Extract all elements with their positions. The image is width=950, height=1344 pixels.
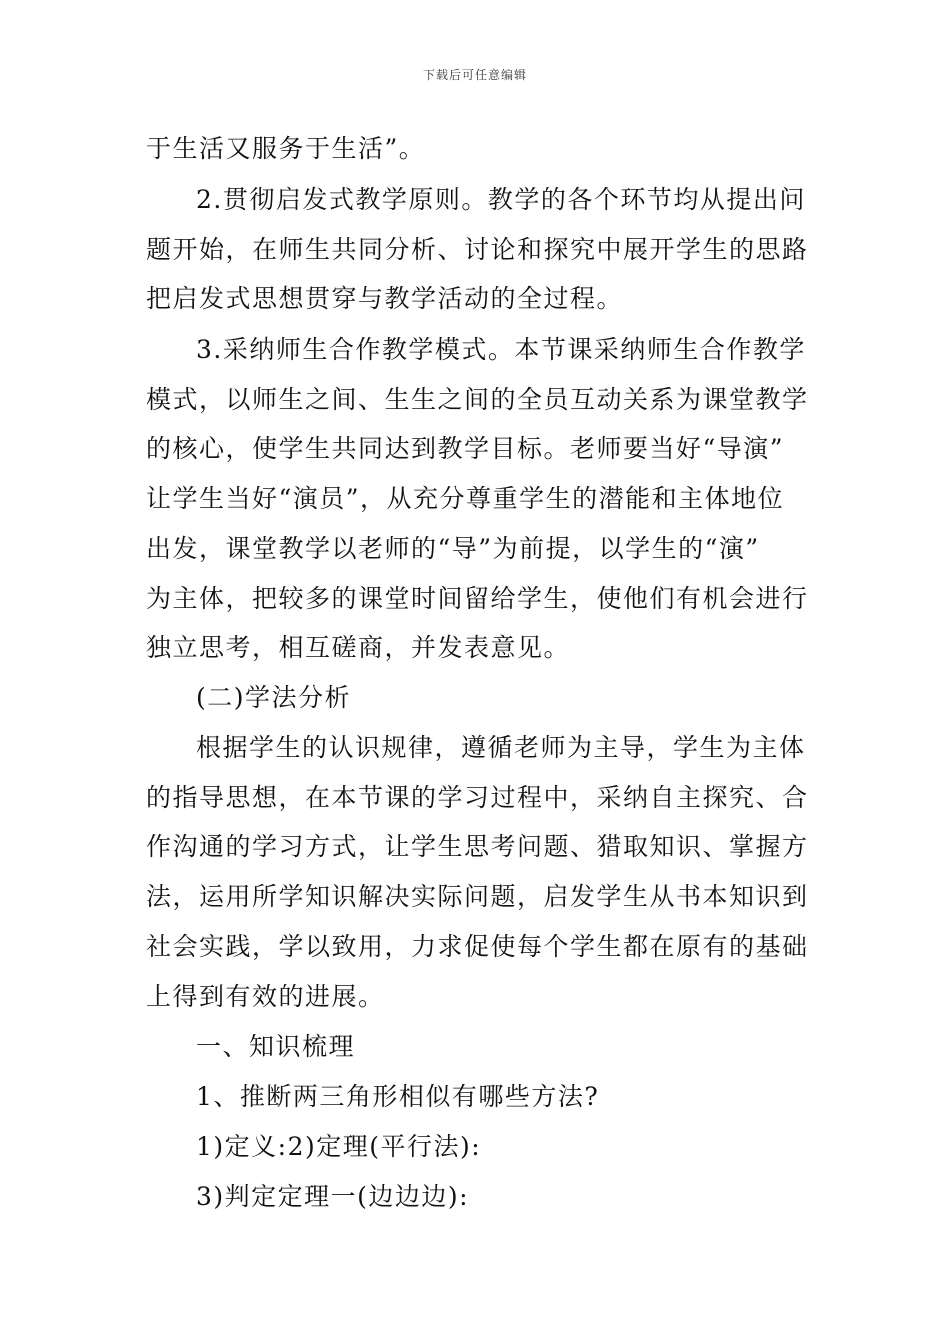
text-line: 3.采纳师生合作教学模式。本节课采纳师生合作教学 — [196, 335, 806, 364]
text-line: 根据学生的认识规律，遵循老师为主导，学生为主体 — [196, 733, 806, 762]
text-line: 1)定义:2)定理(平行法): — [196, 1132, 482, 1161]
text-line: 上得到有效的进展。 — [146, 982, 385, 1011]
text-line: 独立思考，相互磋商，并发表意见。 — [146, 633, 571, 662]
text-line: 出发，课堂教学以老师的“导”为前提，以学生的“演” — [146, 534, 760, 563]
text-line: 让学生当好“演员”，从充分尊重学生的潜能和主体地位 — [146, 484, 785, 513]
text-line: 的指导思想，在本节课的学习过程中，采纳自主探究、合 — [146, 783, 809, 812]
text-line: 模式，以师生之间、生生之间的全员互动关系为课堂教学 — [146, 385, 809, 414]
text-line: 法，运用所学知识解决实际问题，启发学生从书本知识到 — [146, 882, 809, 911]
text-line: 题开始，在师生共同分析、讨论和探究中展开学生的思路 — [146, 235, 809, 264]
text-line: 社会实践，学以致用，力求促使每个学生都在原有的基础 — [146, 932, 809, 961]
text-line: 为主体，把较多的课堂时间留给学生，使他们有机会进行 — [146, 584, 809, 613]
text-line: 1、推断两三角形相似有哪些方法? — [196, 1082, 600, 1111]
text-line: 2.贯彻启发式教学原则。教学的各个环节均从提出问 — [196, 185, 806, 214]
section-heading: (二)学法分析 — [196, 683, 352, 712]
section-heading: 一、知识梳理 — [196, 1032, 356, 1061]
text-line: 作沟通的学习方式，让学生思考问题、猎取知识、掌握方 — [146, 832, 809, 861]
text-line: 把启发式思想贯穿与教学活动的全过程。 — [146, 284, 624, 313]
text-line: 的核心，使学生共同达到教学目标。老师要当好“导演” — [146, 434, 785, 463]
text-line: 于生活又服务于生活”。 — [146, 134, 426, 163]
text-line: 3)判定定理一(边边边): — [196, 1182, 470, 1211]
page-header: 下载后可任意编辑 — [422, 68, 527, 82]
